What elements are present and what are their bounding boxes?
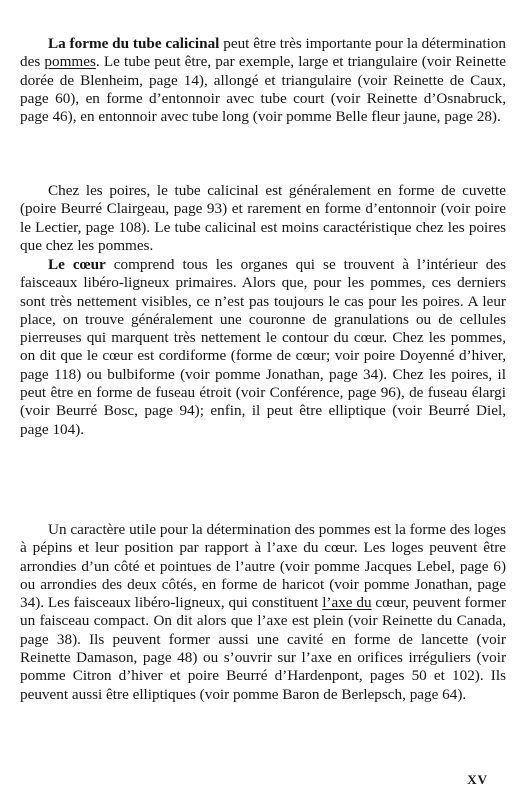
paragraph-text: comprend tous les organes qui se trouvent à l’intérieur des faisceaux libéro-ligneux primaires. Alors que, pour les pommes, ces derniers sont très nettement visibles, ce n’est pas toujours le cas pour les poires. A leur place, on trouve généralement une couronne de granulations ou de cellules pierreuses qui marquent très nettement le contour du cœur. Chez les pommes, on dit que le cœur est cordiforme (forme de cœur; voir poire Doyenné d’hiver, page 118) ou bulbiforme (voir pomme Jonathan, page 34). Chez les poires, il peut être en forme de fuseau étroit (voir Conférence, page 96), de fuseau élargi (voir Beurré Bosc, page 94); enfin, il peut être elliptique (voir Beurré Diel, page 104). bbox=[20, 256, 506, 438]
paragraph-text: cœur, peuvent former un faisceau compact. On dit alors que l’axe est plein (voir Reinette du Canada, page 38). Ils peuvent former aussi une cavité en forme de lancette (voir Reinette Damason, page 48) ou s’ouvrir sur l’axe en orifices irréguliers (voir pomme Citron d’hiver et poire Beurré d’Hardenpont, pages 50 et 102). Ils peuvent aussi être elliptiques (voir pomme Baron de Berlepsch, page 64). bbox=[20, 594, 506, 703]
paragraph-poires bbox=[20, 182, 506, 255]
paragraph-text: peut être très importante pour la détermination des bbox=[20, 35, 506, 71]
paragraph-tube-calicinal bbox=[20, 35, 506, 126]
paragraph-coeur bbox=[20, 256, 506, 439]
paragraph-text: Chez les poires, le tube calicinal est généralement en forme de cuvette (poire Beurré Clairgeau, page 93) et rarement en forme d’entonnoir (voir poire le Lectier, page 108). Le tube calicinal est moins caractéristique chez les poires que chez les pommes. bbox=[20, 182, 506, 254]
heading-tube-calicinal: La forme du tube calicinal bbox=[48, 35, 220, 52]
page-number: XV bbox=[467, 772, 488, 787]
paragraph-loges bbox=[20, 521, 506, 704]
underlined-word: pommes bbox=[44, 53, 96, 71]
heading-coeur: Le cœur bbox=[48, 256, 106, 273]
underlined-phrase: l’axe du bbox=[322, 594, 372, 612]
paragraph-text: Un caractère utile pour la détermination des pommes est la forme des loges à pépins et leur position par rapport à l’axe du cœur. Les loges peuvent être arrondies d’un côté et pointues de l’autre (voir pomme Jacques Lebel, page 6) ou arrondies des deux côtés, en forme de haricot (voir pomme Jonathan, page 34). Les faisceaux libéro-ligneux, qui constituent bbox=[20, 521, 506, 612]
paragraph-text: . Le tube peut être, par exemple, large et triangulaire (voir Reinette dorée de Blenheim, page 14), allongé et triangulaire (voir Reinette de Caux, page 60), en forme d’entonnoir avec tube court (voir Reinette d’Osnabruck, page 46), en entonnoir avec tube long (voir pomme Belle fleur jaune, page 28). bbox=[20, 53, 506, 126]
